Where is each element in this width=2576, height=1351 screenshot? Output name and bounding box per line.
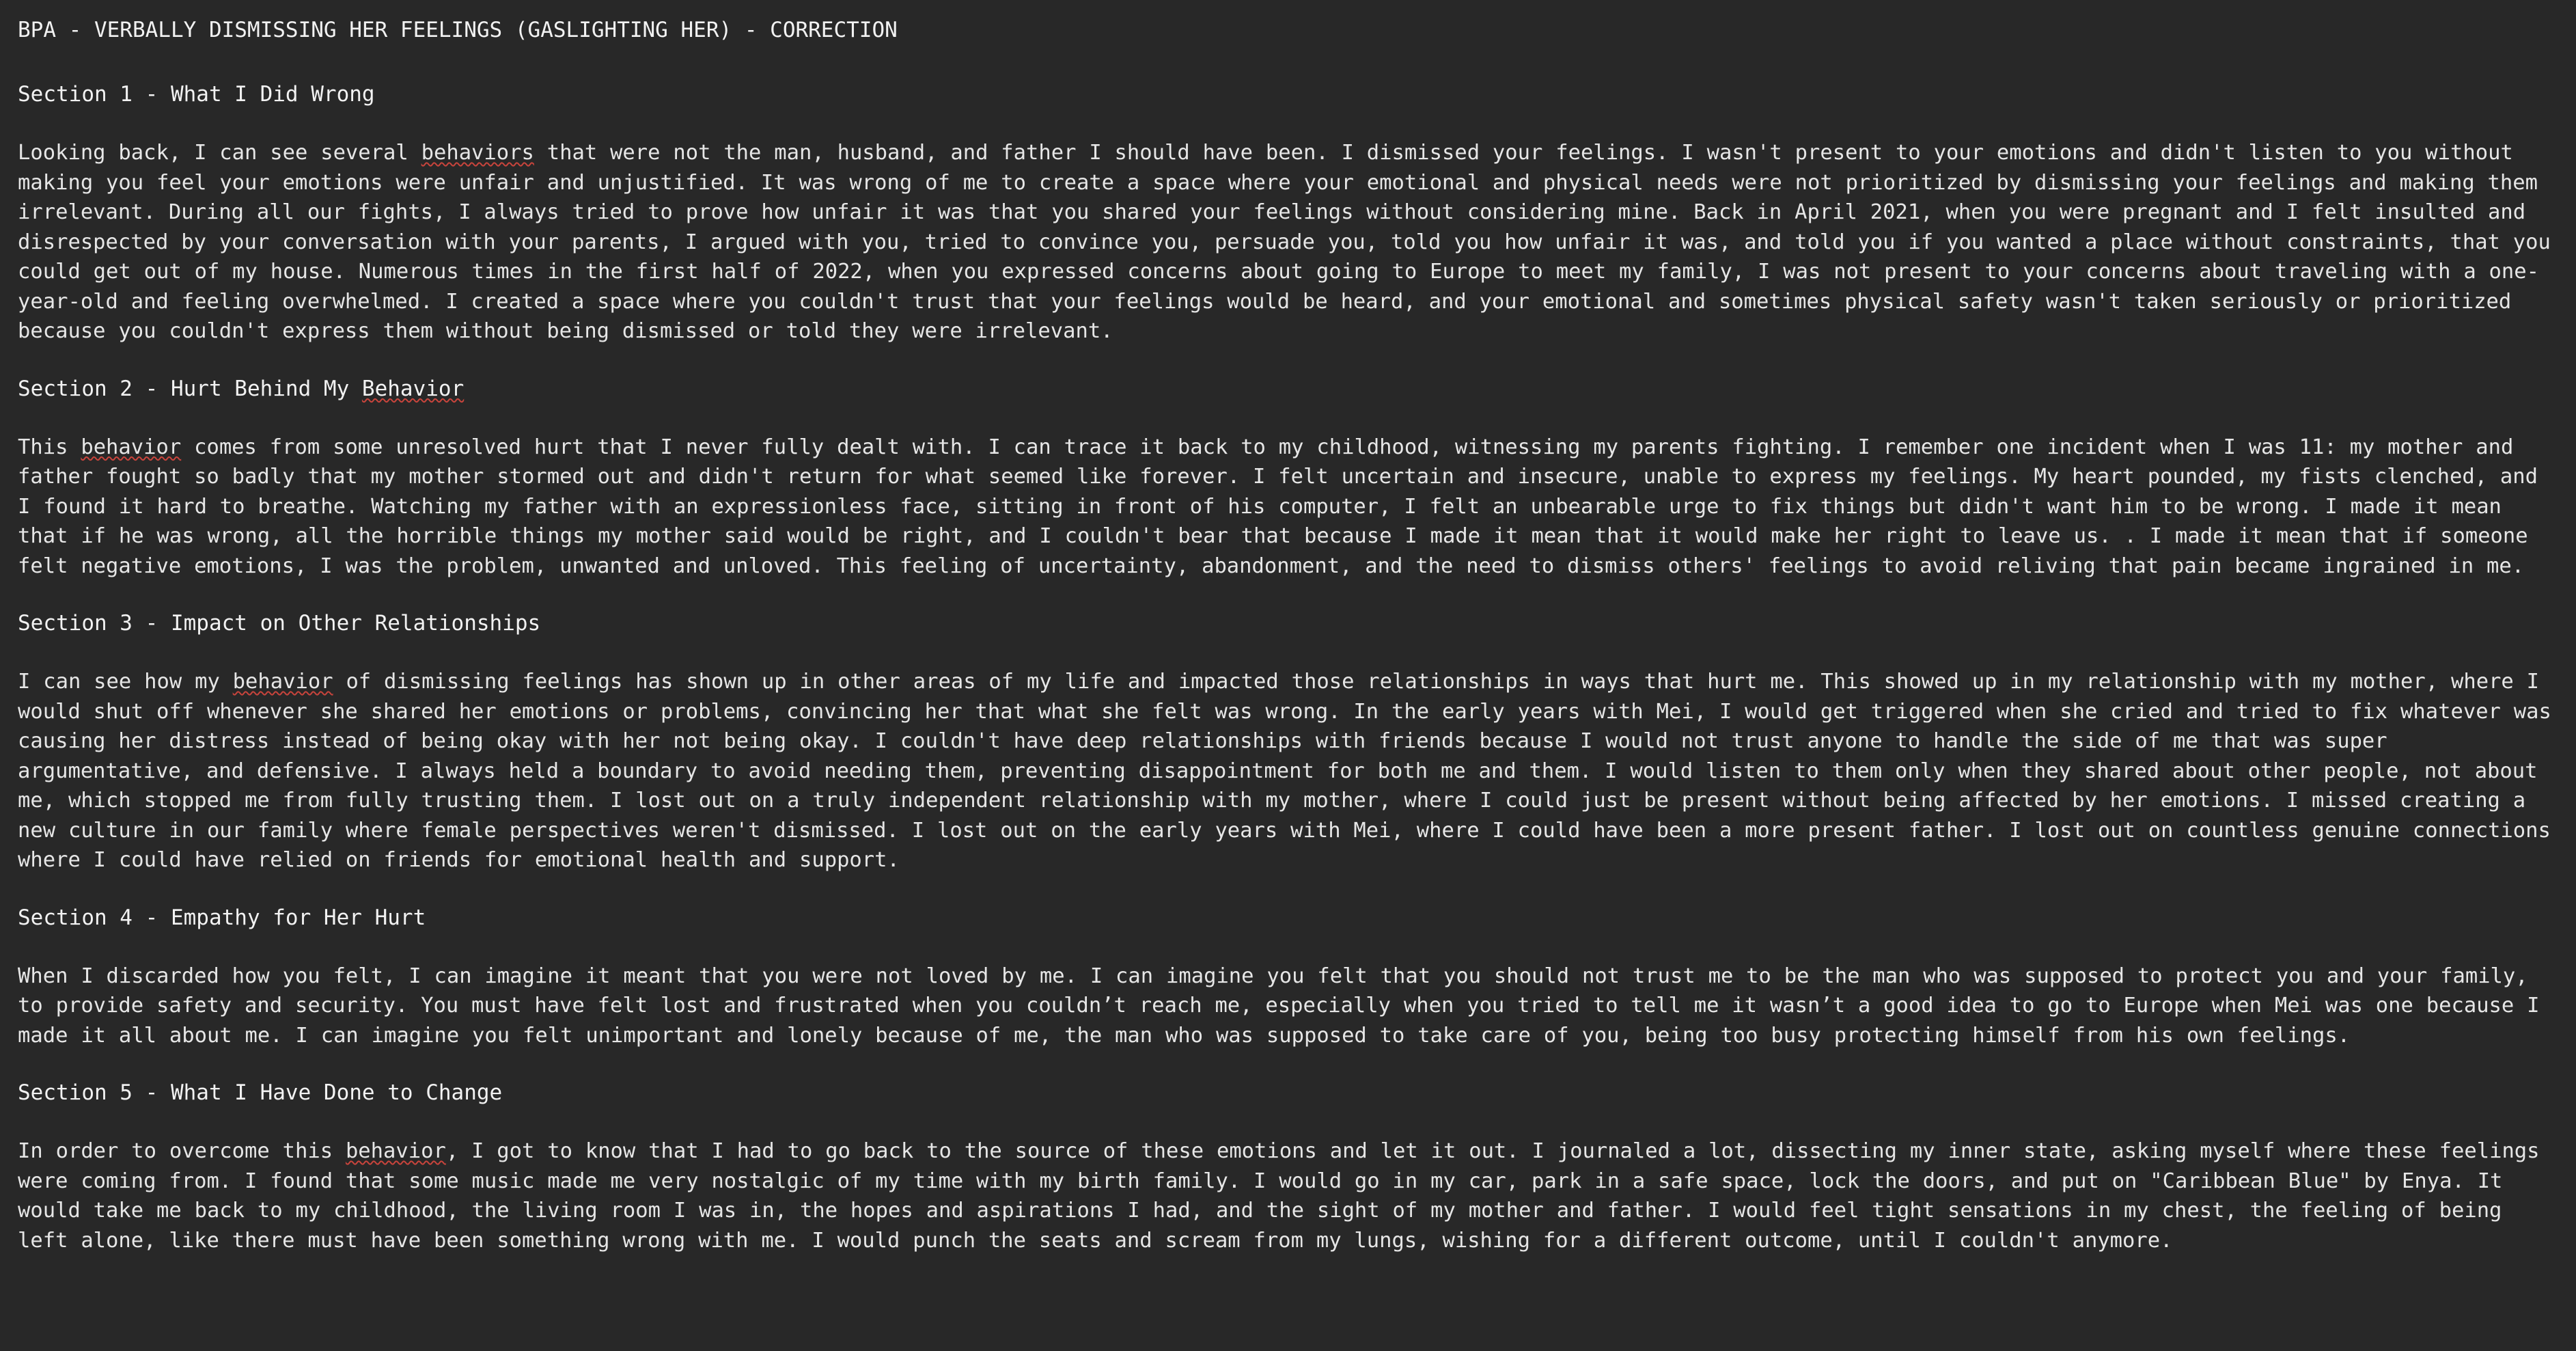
section-2 [18, 374, 2558, 582]
section-paragraph: This behavior comes from some unresolved hurt that I never fully dealt with. I can trace it back to my childhood, witnessing my parents fighting. I remember one incident when I was 11: my mother and father fought so badly that my mother stormed out and didn't return for what seemed like forever. I felt uncertain and insecure, unable to express my feelings. My heart pounded, my fists clenched, and I found it hard to breathe. Watching my father with an expressionless face, sitting in front of his computer, I felt an unbearable urge to fix things but didn't want him to be wrong. I made it mean that if he was wrong, all the horrible things my mother said would be right, and I couldn't bear that because I made it mean that it would make her right to leave us. . I made it mean that if someone felt negative emotions, I was the problem, unwanted and unloved. This feeling of uncertainty, abandonment, and the need to dismiss others' feelings to avoid reliving that pain became ingrained in me. [18, 435, 2551, 578]
section-heading: Section 5 - What I Have Done to Change [18, 1080, 503, 1105]
spellcheck-flagged-word: behavior [232, 670, 333, 694]
section-heading: Section 2 - Hurt Behind My Behavior [18, 376, 465, 401]
spellcheck-flagged-word: Behavior [361, 376, 465, 401]
section-heading: Section 4 - Empathy for Her Hurt [18, 905, 426, 930]
section-heading: Section 1 - What I Did Wrong [18, 82, 375, 107]
section-5 [18, 1078, 2558, 1255]
section-3 [18, 608, 2564, 875]
section-paragraph: When I discarded how you felt, I can imagine it meant that you were not loved by me. I can imagine you felt that you should not trust me to be the man who was supposed to protect you and your family, to provide safety and security. You must have felt lost and frustrated when you couldn’t reach me, especially when you tried to tell me it wasn’t a good idea to go to Europe when Mei was one because I made it all about me. I can imagine you felt unimportant and lonely because of me, the man who was supposed to take care of you, being too busy protecting himself from his own feelings. [18, 964, 2553, 1048]
section-paragraph: Looking back, I can see several behaviors that were not the man, husband, and father I should have been. I dismissed your feelings. I wasn't present to your emotions and didn't listen to you without making you feel your emotions were unfair and unjustified. It was wrong of me to create a space where your emotional and physical needs were not prioritized by dismissing your feelings and making them irrelevant. During all our fights, I always tried to prove how unfair it was that you shared your feelings without considering mine. Back in April 2021, when you were pregnant and I felt insulted and disrespected by your conversation with your parents, I argued with you, tried to convince you, persuade you, told you how unfair it was, and told you if you wanted a place without constraints, that you could get out of my house. Numerous times in the first half of 2022, when you expressed concerns about going to Europe to meet my family, I was not present to your concerns about traveling with a one-year-old and feeling overwhelmed. I created a space where you couldn't trust that your feelings would be heard, and your emotional and sometimes physical safety wasn't taken seriously or prioritized because you couldn't express them without being dismissed or told they were irrelevant. [18, 141, 2564, 343]
section-4 [18, 903, 2558, 1051]
spellcheck-flagged-word: behavior [345, 1139, 446, 1163]
section-heading: Section 3 - Impact on Other Relationships [18, 611, 541, 636]
section-paragraph: In order to overcome this behavior, I got to know that I had to go back to the source of these emotions and let it out. I journaled a lot, dissecting my inner state, asking myself where these feelings were coming from. I found that some music made me very nostalgic of my time with my birth family. I would go in my car, park in a safe space, lock the doors, and put on "Caribbean Blue" by Enya. It would take me back to my childhood, the living room I was in, the hopes and aspirations I had, and the sight of my mother and father. I would feel tight sensations in my chest, the feeling of being left alone, like there must have been something wrong with me. I would punch the seats and scream from my lungs, wishing for a different outcome, until I couldn't anymore. [18, 1139, 2553, 1253]
section-1 [18, 79, 2564, 346]
spellcheck-flagged-word: behaviors [421, 141, 534, 165]
document-title: BPA - VERBALLY DISMISSING HER FEELINGS (GASLIGHTING HER) - CORRECTION [18, 18, 898, 42]
section-paragraph: I can see how my behavior of dismissing feelings has shown up in other areas of my life and impacted those relationships in ways that hurt me. This showed up in my relationship with my mother, where I would shut off whenever she shared her emotions or problems, convincing her that what she felt was wrong. In the early years with Mei, I would get triggered when she cried and tried to fix whatever was causing her distress instead of being okay with her not being okay. I couldn't have deep relationships with friends because I would not trust anyone to handle the side of me that was super argumentative, and defensive. I always held a boundary to avoid needing them, preventing disappointment for both me and them. I would listen to them only when they shared about other people, not about me, which stopped me from fully trusting them. I lost out on a truly independent relationship with my mother, where I could just be present without being affected by her emotions. I missed creating a new culture in our family where female perspectives weren't dismissed. I lost out on the early years with Mei, where I could have been a more present father. I lost out on countless genuine connections where I could have relied on friends for emotional health and support. [18, 670, 2564, 872]
spellcheck-flagged-word: behavior [81, 435, 182, 459]
